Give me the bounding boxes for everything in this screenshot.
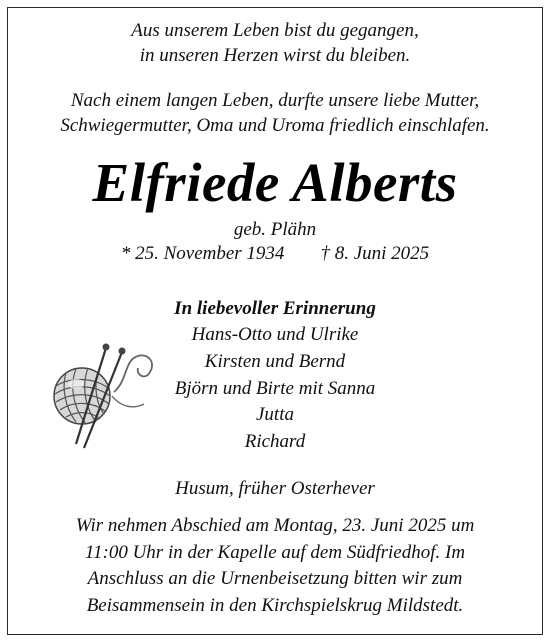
intro-line-2: Schwiegermutter, Oma und Uroma friedlich einschlafen.: [60, 115, 490, 136]
farewell-line-1: Wir nehmen Abschied am Montag, 23. Juni 2025 um: [75, 515, 475, 536]
farewell-line-2: 11:00 Uhr in der Kapelle auf dem Südfriedhof. Im: [84, 542, 466, 563]
farewell-line-3: Anschluss an die Urnenbeisetzung bitten wir zum: [87, 568, 463, 589]
deceased-name: Elfriede Alberts: [92, 152, 458, 213]
death-date: † 8. Juni 2025: [320, 243, 430, 264]
farewell-line-4: Beisammensein in den Kirchspielskrug Mildstedt.: [86, 595, 464, 616]
mourner-1: Hans-Otto und Ulrike: [191, 324, 359, 345]
intro-line-1: Nach einem langen Leben, durfte unsere liebe Mutter,: [70, 90, 480, 111]
birth-date: * 25. November 1934: [120, 243, 285, 264]
poem-line-2: in unseren Herzen wirst du bleiben.: [139, 45, 411, 66]
mourners-heading: In liebevoller Erinnerung: [174, 298, 376, 319]
location: Husum, früher Osterhever: [175, 478, 375, 499]
mourner-5: Richard: [244, 431, 306, 452]
life-dates: [0, 243, 550, 265]
mourner-2: Kirsten und Bernd: [204, 351, 346, 372]
birth-name: geb. Plähn: [233, 219, 317, 240]
poem-line-1: Aus unserem Leben bist du gegangen,: [131, 20, 419, 41]
yarn-ball-knitting-needles-icon: [36, 340, 156, 455]
mourner-4: Jutta: [256, 404, 294, 425]
mourner-3: Björn und Birte mit Sanna: [174, 378, 376, 399]
